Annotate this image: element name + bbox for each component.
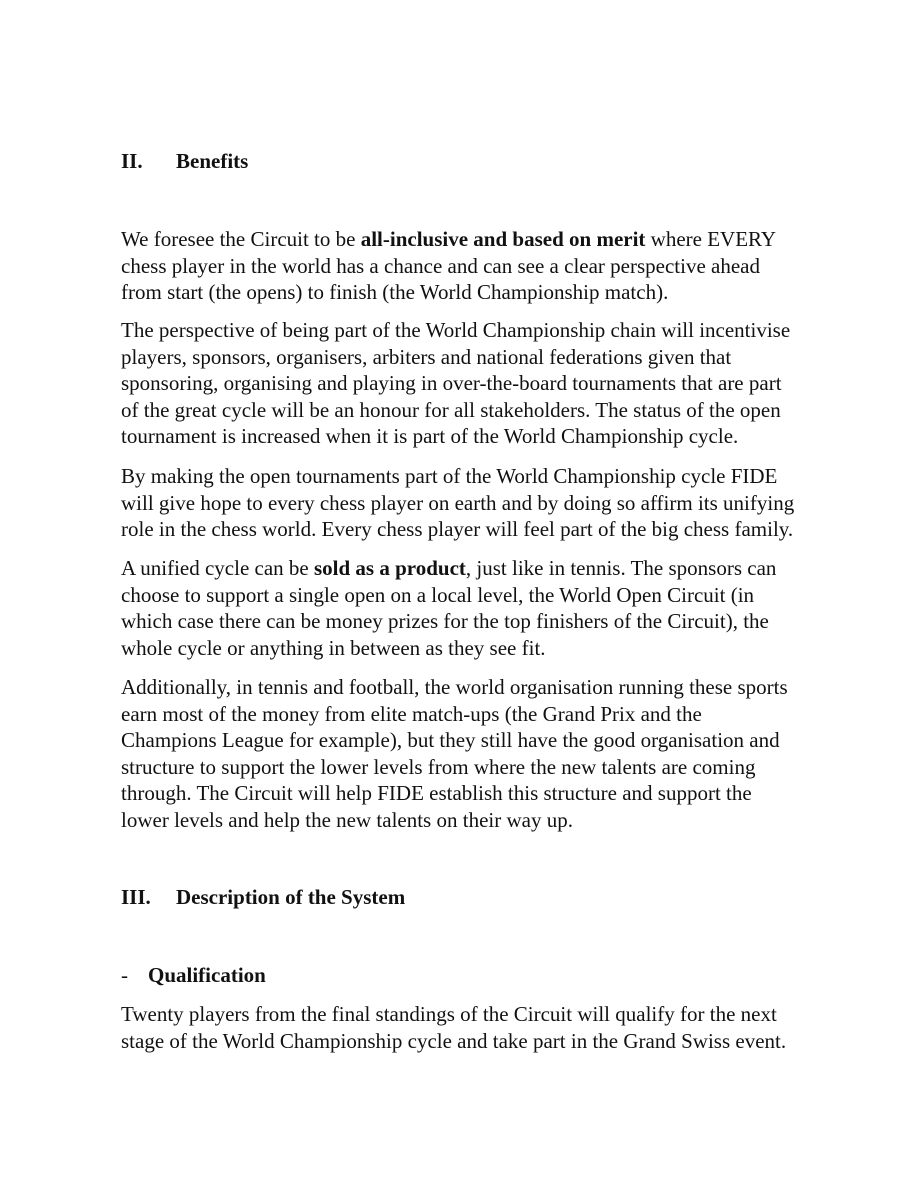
paragraph-line: players, sponsors, organisers, arbiters and national federations given that [121,344,732,369]
paragraph-hope [121,463,821,543]
paragraph-line: stage of the World Championship cycle and take part in the Grand Swiss event. [121,1028,787,1053]
paragraph-line [121,555,821,582]
paragraph-line: from start (the opens) to finish (the World Championship match). [121,280,669,305]
text-run: where EVERY [645,227,777,251]
bullet-dash: - [121,963,128,987]
paragraph-line: chess player in the world has a chance and can see a clear perspective ahead [121,253,761,278]
paragraph-line: Champions League for example), but they still have the good organisation and [121,728,780,753]
section-title: Description of the System [176,885,406,909]
text-run: We foresee the Circuit to be [121,227,361,251]
paragraph-line: earn most of the money from elite match-ups (the Grand Prix and the [121,701,702,726]
section-number: II. [121,149,143,173]
paragraph-merit [121,226,821,306]
paragraph-line: choose to support a single open on a local level, the World Open Circuit (in [121,582,755,607]
section-number: III. [121,885,151,909]
paragraph-line: tournament is increased when it is part of the World Championship cycle. [121,424,739,449]
paragraph-line: whole cycle or anything in between as they see fit. [121,635,546,660]
paragraph-line: which case there can be money prizes for the top finishers of the Circuit), the [121,609,769,634]
paragraph-line: will give hope to every chess player on earth and by doing so affirm its unifying [121,490,795,515]
paragraph-line: Twenty players from the final standings of the Circuit will qualify for the next [121,1002,777,1026]
paragraph-line [121,226,821,253]
paragraph-line: structure to support the lower levels from where the new talents are coming [121,754,756,779]
paragraph-line: role in the chess world. Every chess player will feel part of the big chess family. [121,517,794,542]
paragraph-perspective [121,317,821,450]
paragraph-line: By making the open tournaments part of the World Championship cycle FIDE [121,464,778,488]
section-title: Benefits [176,149,249,173]
paragraph-line: lower levels and help the new talents on their way up. [121,807,573,832]
subsection-title: Qualification [148,963,266,987]
paragraph-line: Additionally, in tennis and football, the world organisation running these sports [121,675,788,699]
paragraph-line: sponsoring, organising and playing in over-the-board tournaments that are part [121,371,782,396]
text-run: , just like in tennis. The sponsors can [465,556,777,580]
paragraph-additionally [121,674,821,834]
bold-text: sold as a product [314,556,466,580]
paragraph-line: through. The Circuit will help FIDE establish this structure and support the [121,781,752,806]
section-heading-benefits [121,148,248,174]
paragraph-line: The perspective of being part of the World Championship chain will incentivise [121,318,791,342]
paragraph-line: of the great cycle will be an honour for all stakeholders. The status of the open [121,397,781,422]
paragraph-product [121,555,821,661]
subsection-heading-qualification [121,962,266,988]
section-heading-description [121,884,405,910]
paragraph-qualification [121,1001,821,1054]
bold-text: all-inclusive and based on merit [360,227,646,251]
text-run: A unified cycle can be [121,556,314,580]
